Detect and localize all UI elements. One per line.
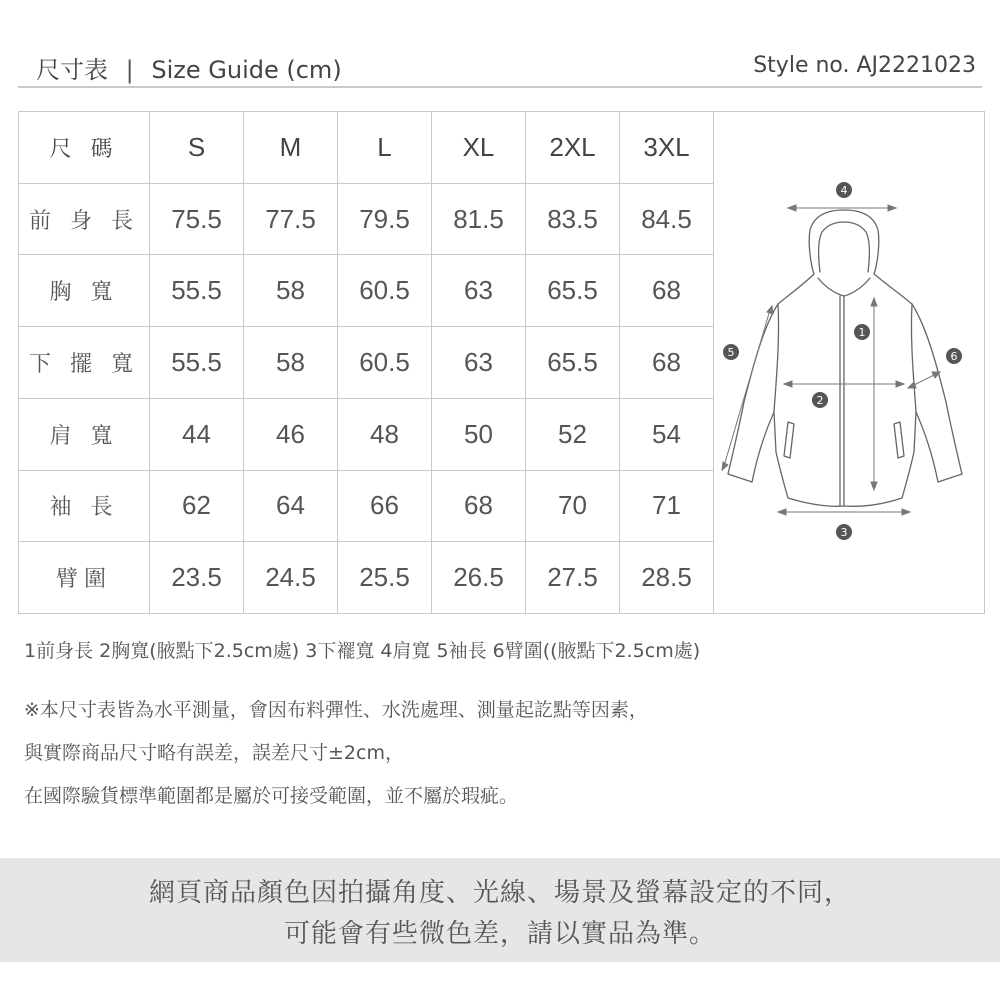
table-cell: 75.5: [150, 183, 244, 255]
table-cell: 46: [244, 398, 338, 470]
table-cell: 28.5: [620, 542, 714, 614]
row-label: 臂圍: [19, 542, 150, 614]
table-cell: 65.5: [526, 327, 620, 399]
size-table: [18, 111, 985, 614]
table-cell: 44: [150, 398, 244, 470]
note-line: 在國際驗貨標準範圍都是屬於可接受範圍，並不屬於瑕疵。: [24, 785, 519, 807]
marker-5: 5: [727, 346, 735, 359]
table-cell: 77.5: [244, 183, 338, 255]
title-separator: |: [125, 56, 134, 84]
table-cell: 63: [432, 255, 526, 327]
size-header: M: [244, 112, 338, 184]
marker-3: 3: [840, 526, 848, 539]
table-cell: 79.5: [338, 183, 432, 255]
jacket-diagram-cell: [714, 112, 985, 614]
table-cell: 63: [432, 327, 526, 399]
page-title: [36, 50, 342, 85]
table-cell: 84.5: [620, 183, 714, 255]
table-cell: 23.5: [150, 542, 244, 614]
pocket-left: [784, 422, 794, 458]
table-cell: 58: [244, 327, 338, 399]
table-cell: 81.5: [432, 183, 526, 255]
table-cell: 55.5: [150, 255, 244, 327]
table-cell: 27.5: [526, 542, 620, 614]
table-cell: 68: [432, 470, 526, 542]
header-divider: [18, 86, 982, 88]
table-cell: 64: [244, 470, 338, 542]
table-cell: 50: [432, 398, 526, 470]
row-label: 胸 寬: [19, 255, 150, 327]
note-line: 與實際商品尺寸略有誤差，誤差尺寸±2cm，: [24, 742, 404, 764]
size-header: XL: [432, 112, 526, 184]
jacket-outline: [728, 274, 844, 506]
row-label: 下 擺 寬: [19, 327, 150, 399]
table-cell: 55.5: [150, 327, 244, 399]
table-cell: 62: [150, 470, 244, 542]
collar: [818, 278, 870, 296]
pocket-right: [894, 422, 904, 458]
row-label: 袖 長: [19, 470, 150, 542]
hood-inner: [819, 222, 870, 272]
size-header: 2XL: [526, 112, 620, 184]
size-header: 3XL: [620, 112, 714, 184]
note-line: ※本尺寸表皆為水平測量，會因布料彈性、水洗處理、測量起訖點等因素，: [24, 699, 648, 721]
marker-2: 2: [816, 394, 824, 407]
table-cell: 83.5: [526, 183, 620, 255]
marker-1: 1: [858, 326, 866, 339]
table-cell: 58: [244, 255, 338, 327]
table-cell: 70: [526, 470, 620, 542]
row-label: 肩 寬: [19, 398, 150, 470]
table-cell: 60.5: [338, 327, 432, 399]
table-cell: 68: [620, 327, 714, 399]
table-cell: 48: [338, 398, 432, 470]
size-label: 尺 碼: [19, 112, 150, 184]
jacket-outline-right: [844, 274, 962, 506]
disclaimer-line: 可能會有些微色差，請以實品為準。: [283, 919, 716, 949]
style-number: Style no. AJ2221023: [753, 53, 976, 78]
table-cell: 25.5: [338, 542, 432, 614]
table-cell: 24.5: [244, 542, 338, 614]
table-header-row: [19, 112, 985, 184]
table-cell: 71: [620, 470, 714, 542]
table-cell: 52: [526, 398, 620, 470]
row-label: 前 身 長: [19, 183, 150, 255]
marker-4: 4: [840, 184, 848, 197]
size-header: L: [338, 112, 432, 184]
title-zh: 尺寸表: [36, 56, 108, 84]
table-cell: 54: [620, 398, 714, 470]
table-cell: 65.5: [526, 255, 620, 327]
jacket-diagram: [714, 112, 984, 606]
disclaimer-line: 網頁商品顏色因拍攝角度、光線、場景及螢幕設定的不同，: [148, 878, 851, 908]
size-header: S: [150, 112, 244, 184]
table-cell: 66: [338, 470, 432, 542]
table-cell: 68: [620, 255, 714, 327]
table-cell: 26.5: [432, 542, 526, 614]
measurement-legend: 1前身長 2胸寬(腋點下2.5cm處) 3下襬寬 4肩寬 5袖長 6臂圍((腋點下2.5cm處): [24, 640, 701, 662]
title-en: Size Guide (cm): [151, 56, 342, 84]
table-cell: 60.5: [338, 255, 432, 327]
marker-6: 6: [950, 350, 958, 363]
